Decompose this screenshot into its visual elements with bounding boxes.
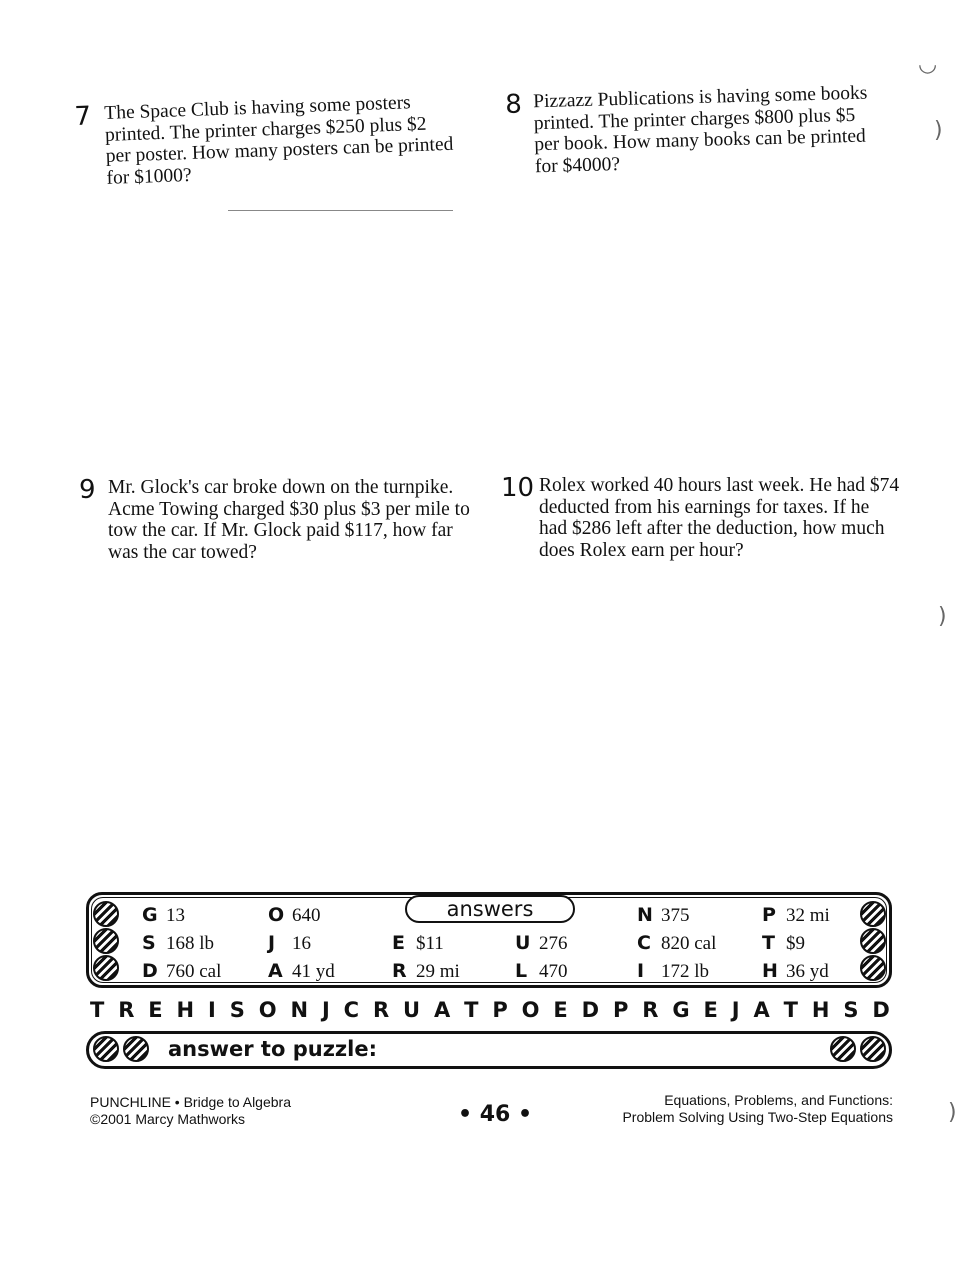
problem-8 [505, 82, 877, 178]
problem-number: 10 [501, 473, 535, 503]
answer-to-puzzle-label: answer to puzzle: [168, 1037, 377, 1061]
swirl-icon [123, 1036, 149, 1062]
swirl-icon [93, 1036, 119, 1062]
puzzle-letter: R [118, 998, 135, 1022]
puzzle-letter: U [403, 998, 421, 1022]
problem-number: 8 [504, 89, 523, 120]
swirl-icon [860, 928, 886, 954]
swirl-icon [93, 928, 119, 954]
page-number: • 46 • [457, 1102, 533, 1127]
puzzle-letter: A [753, 998, 770, 1022]
swirl-icon [860, 1036, 886, 1062]
puzzle-letter: H [811, 998, 830, 1022]
problem-7 [74, 91, 457, 190]
puzzle-letter: O [521, 998, 540, 1022]
puzzle-letter: E [553, 998, 568, 1022]
margin-mark: ) [938, 604, 947, 629]
answer-item: H 36 yd [762, 960, 829, 982]
answer-item: C 820 cal [637, 932, 717, 954]
puzzle-letter: G [672, 998, 690, 1022]
puzzle-letter: C [343, 998, 360, 1022]
puzzle-letter: H [176, 998, 195, 1022]
puzzle-letter: S [229, 998, 245, 1022]
puzzle-letter: T [783, 998, 798, 1022]
answers-label: answers [405, 895, 575, 923]
answer-item: G 13 [142, 904, 185, 926]
puzzle-letter: J [321, 998, 330, 1022]
answer-item: O 640 [268, 904, 321, 926]
problem-text: Mr. Glock's car broke down on the turnpike. Acme Towing charged $30 plus $3 per mile to tow the car. If Mr. Glock paid $117, how far was the car towed? [108, 477, 470, 563]
puzzle-letter: S [843, 998, 859, 1022]
answer-item: I 172 lb [637, 960, 710, 982]
problem-number: 7 [73, 101, 92, 132]
puzzle-letter: I [208, 998, 216, 1022]
puzzle-letter: J [731, 998, 740, 1022]
problem-text: The Space Club is having some posters printed. The printer charges $250 plus $2 per poster. How many posters can be printed for $1000? [103, 92, 454, 189]
problem-10 [501, 475, 901, 561]
answer-item: N 375 [637, 904, 690, 926]
footer-series: PUNCHLINE • Bridge to Algebra [90, 1094, 291, 1110]
footer-copyright: ©2001 Marcy Mathworks [90, 1111, 246, 1127]
problem-number: 9 [79, 475, 96, 505]
margin-mark: ) [948, 1100, 957, 1125]
swirl-icon [860, 901, 886, 927]
problem-text: Pizzazz Publications is having some books printed. The printer charges $800 plus $5 per book. How many books can be printed for $4000? [532, 82, 868, 177]
swirl-icon [860, 955, 886, 981]
answer-item: P 32 mi [762, 904, 830, 926]
puzzle-letter: P [492, 998, 508, 1022]
puzzle-letter: N [290, 998, 309, 1022]
answer-item: T $9 [762, 932, 805, 954]
puzzle-letter-row [90, 998, 890, 1022]
footer-left [90, 1094, 291, 1128]
swirl-icon [830, 1036, 856, 1062]
answer-item: S 168 lb [142, 932, 215, 954]
answer-item: L 470 [515, 960, 568, 982]
puzzle-letter: A [434, 998, 451, 1022]
puzzle-letter: R [642, 998, 659, 1022]
answer-item: R 29 mi [392, 960, 460, 982]
footer-unit: Equations, Problems, and Functions: [664, 1092, 893, 1108]
swirl-icon [93, 955, 119, 981]
puzzle-letter: T [464, 998, 479, 1022]
puzzle-letter: P [613, 998, 629, 1022]
answer-item: D 760 cal [142, 960, 222, 982]
answer-item: E $11 [392, 932, 444, 954]
footer-right [622, 1092, 893, 1126]
puzzle-letter: D [581, 998, 600, 1022]
answer-item: A 41 yd [268, 960, 335, 982]
footer-topic: Problem Solving Using Two-Step Equations [622, 1109, 893, 1125]
puzzle-letter: T [90, 998, 105, 1022]
puzzle-letter: O [258, 998, 277, 1022]
problem-9 [79, 477, 479, 563]
divider [228, 210, 453, 211]
margin-mark: ) [934, 118, 943, 143]
puzzle-letter: R [372, 998, 390, 1022]
puzzle-letter: E [148, 998, 163, 1022]
puzzle-letter: D [872, 998, 890, 1022]
margin-mark: ◡ [918, 52, 938, 77]
answer-item: J 16 [268, 932, 311, 954]
swirl-icon [93, 901, 119, 927]
puzzle-letter: E [703, 998, 718, 1022]
answer-item: U 276 [515, 932, 568, 954]
problem-text: Rolex worked 40 hours last week. He had $74 deducted from his earnings for taxes. If he had $286 left after the deduction, how much does Rolex earn per hour? [539, 475, 900, 561]
